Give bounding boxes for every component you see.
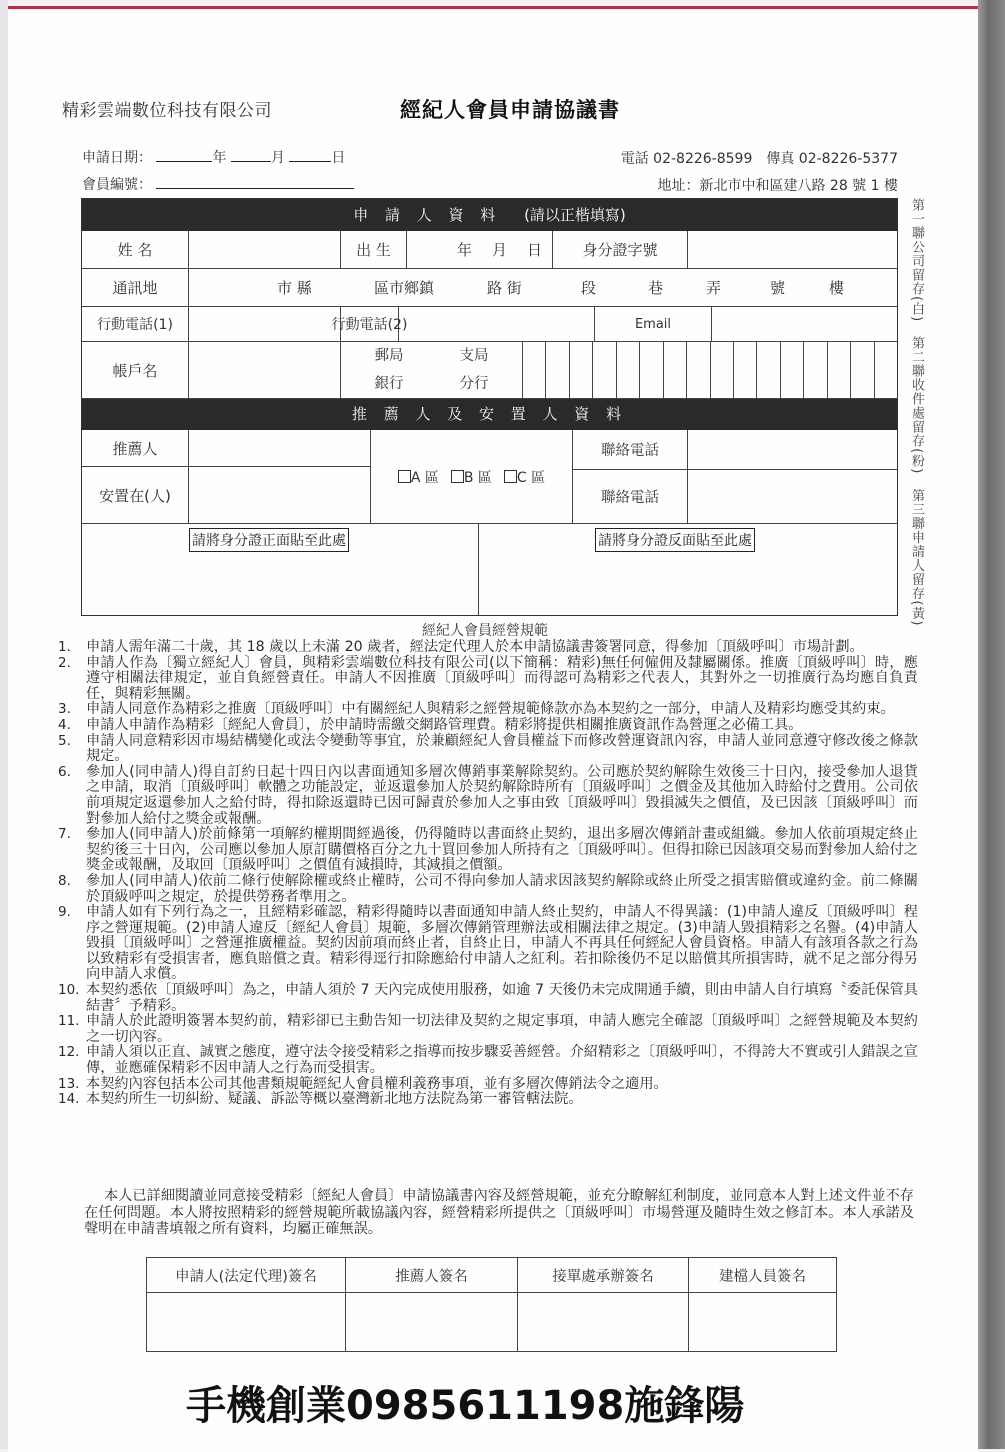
zone-a-checkbox[interactable]: [398, 470, 411, 483]
mobile2-field[interactable]: [399, 307, 595, 342]
rule-item: [58, 905, 918, 983]
sig-header-handler: 接單處承辦簽名: [518, 1258, 689, 1293]
rule-number: 5.: [58, 732, 71, 749]
member-no-label: 會員編號：: [82, 177, 152, 193]
id-back-area[interactable]: [478, 524, 897, 615]
rule-item: [58, 874, 918, 905]
address-unit-number: 號: [770, 279, 786, 297]
apply-year-field[interactable]: [156, 147, 212, 162]
account-digit-box[interactable]: [593, 342, 616, 399]
birth-day-unit: 日: [526, 241, 542, 259]
account-digit-box[interactable]: [523, 342, 546, 399]
rule-item: [58, 1092, 918, 1108]
scan-edge-left: [0, 0, 8, 1449]
sig-header-filer: 建檔人員簽名: [689, 1258, 837, 1293]
applicant-section-note: (請以正楷填寫): [524, 206, 626, 224]
rule-text: 申請人如有下列行為之一，且經精彩確認，精彩得隨時以書面通知申請人終止契約，申請人不得異議：(1)申請人違反〔頂級呼叫〕程序之營運規範。(2)申請人違反〔經紀人會員〕規範，多層次傳銷管理辦法或相關法律之規定。(3)申請人毀損精彩之名譽。(4)申請人毀損〔頂級呼叫〕之營運推廣權益。契約因前項而終止者，自終止日，申請人不再具任何經紀人會員資格。申請人有該項各款之行為以致精彩有受損害者，應負賠償之責。精彩得逕行扣除應給付申請人之紅利。若扣除後仍不足以賠償其所損害時，就不足之部分得另向申請人求償。: [86, 904, 918, 983]
zone-b-option[interactable]: [451, 467, 492, 487]
id-number-label: 身分證字號: [553, 231, 688, 269]
sig-field-filer[interactable]: [689, 1293, 837, 1352]
id-back-label: 請將身分證反面貼至此處: [595, 528, 755, 552]
rule-number: 9.: [58, 904, 71, 921]
address-unit-district: 區市鄉鎮: [374, 279, 435, 297]
rule-number: 1.: [58, 639, 71, 655]
rule-item: [58, 734, 918, 765]
account-digit-box[interactable]: [546, 342, 569, 399]
mobile2-label: 行動電話(2): [341, 307, 399, 342]
rule-item: [58, 1014, 918, 1045]
zone-c-label: C 區: [516, 469, 546, 486]
address-unit-section: 段: [581, 279, 597, 297]
account-digit-box[interactable]: [640, 342, 663, 399]
day-unit: 日: [331, 150, 346, 166]
account-digit-box[interactable]: [570, 342, 593, 399]
placement-field[interactable]: [189, 467, 371, 524]
account-digit-box[interactable]: [617, 342, 640, 399]
id-front-area[interactable]: [82, 524, 479, 615]
zone-select: [371, 430, 573, 524]
rule-number: 3.: [58, 701, 71, 718]
signature-table: [146, 1257, 837, 1352]
rule-text: 申請人申請作為精彩〔經紀人會員〕，於申請時需繳交網路管理費。精彩將提供相關推廣資訊作為營運之必備工具。: [86, 716, 803, 733]
rule-text: 申請人作為〔獨立經紀人〕會員，與精彩雲端數位科技有限公司(以下簡稱：精彩)無任何僱佣及隸屬關係。推廣〔頂級呼叫〕時，應遵守相關法律規定，並自負經營責任。申請人不因推廣〔頂級呼叫〕而得認可為精彩之代表人，其對外之一切推廣行為均應自負責任，與精彩無關。: [86, 654, 918, 702]
sig-field-applicant[interactable]: [147, 1293, 346, 1352]
copy-note-3: 第三聯申請人留存(黃): [909, 488, 924, 627]
rule-number: 14.: [58, 1091, 80, 1108]
copy-distribution-note: [904, 198, 924, 626]
name-label: 姓 名: [82, 231, 189, 269]
applicant-section-bar: [82, 199, 897, 231]
year-unit: 年: [212, 150, 227, 166]
rule-text: 申請人同意精彩因市場結構變化或法令變動等事宜，於兼顧經紀人會員權益下而修改營運資訊內容，申請人並同意遵守修改後之條款規定。: [86, 732, 918, 765]
apply-date-label: 申請日期：: [82, 150, 152, 166]
rule-item: [58, 718, 918, 734]
name-field[interactable]: [189, 231, 341, 269]
referrer-phone-field[interactable]: [688, 430, 897, 470]
account-digit-box[interactable]: [804, 342, 827, 399]
copy-note-1: 第一聯公司留存(白): [909, 198, 924, 323]
zone-b-label: B 區: [463, 469, 492, 486]
rule-text: 申請人於此證明簽署本契約前，精彩卻已主動告知一切法律及契約之規定事項，申請人應完全確認〔頂級呼叫〕之經營規範及本契約之一切內容。: [86, 1013, 918, 1045]
sig-field-referrer[interactable]: [346, 1293, 518, 1352]
rule-number: 4.: [58, 716, 71, 733]
address-field[interactable]: [189, 269, 897, 307]
birth-month-unit: 月: [491, 241, 507, 259]
account-digit-box[interactable]: [757, 342, 780, 399]
scan-edge-right: [978, 0, 1005, 1449]
rule-item: [58, 1077, 918, 1093]
rule-item: [58, 656, 918, 703]
rule-number: 7.: [58, 826, 71, 843]
account-digit-box[interactable]: [781, 342, 804, 399]
referrer-section-title: 推 薦 人 及 安 置 人 資 料: [351, 405, 628, 423]
post-office-label: 郵局: [374, 348, 404, 364]
referrer-field[interactable]: [189, 430, 371, 467]
rule-text: 申請人須以正直、誠實之態度，遵守法令接受精彩之指導而按步驟妥善經營。介紹精彩之〔頂級呼叫〕，不得誇大不實或引人錯誤之宣傳，並應確保精彩不因申請人之行為而受損害。: [86, 1044, 918, 1077]
rule-item: [58, 1045, 918, 1076]
account-digit-box[interactable]: [711, 342, 734, 399]
referrer-section-bar: [82, 399, 897, 430]
rule-text: 本契約所生一切糾紛、疑議、訴訟等概以臺灣新北地方法院為第一審管轄法院。: [86, 1091, 583, 1108]
document-title: 經紀人會員申請協議書: [400, 98, 620, 122]
post-branch-label: 支局: [459, 348, 489, 364]
referrer-label: 推薦人: [82, 430, 189, 467]
rule-text: 參加人(同申請人)於前條第一項解約權期間經過後，仍得隨時以書面終止契約，退出多層次傳銷計畫或組織。參加人依前項規定終止契約後三十日內，公司應以參加人原訂購價格百分之九十買回參加人所持有之〔頂級呼叫〕。但得扣除已因該項交易而對參加人給付之獎金或報酬，及取回〔頂級呼叫〕之價值有減損時，其減損之價額。: [86, 826, 918, 874]
birth-year-unit: 年: [456, 241, 472, 259]
address-unit-city: 市 縣: [277, 279, 312, 297]
sig-header-applicant: 申請人(法定代理)簽名: [147, 1258, 346, 1293]
copy-note-2: 第二聯收件處留存(粉): [909, 336, 924, 475]
zone-a-option[interactable]: [398, 467, 439, 487]
rule-item: [58, 640, 918, 656]
address-label: 通訊地: [82, 269, 189, 307]
address-unit-road: 路 街: [487, 279, 522, 297]
rule-text: 參加人(同申請人)得自訂約日起十四日內以書面通知多層次傳銷事業解除契約。公司應於契約解除生效後三十日內，接受參加人退貨之申請，取消〔頂級呼叫〕軟體之功能設定，並返還參加人於契約解除時所有〔頂級呼叫〕之價金及其他加入時給付之費用。公司依前項規定返還參加人之給付時，得扣除返還時已因可歸責於參加人之事由致〔頂級呼叫〕毀損滅失之價值，及已因該〔頂級呼叫〕而對參加人給付之獎金或報酬。: [86, 763, 918, 827]
address-unit-alley: 弄: [706, 279, 722, 297]
address-unit-floor: 樓: [829, 279, 845, 297]
rule-number: 8.: [58, 872, 71, 889]
placement-phone-field[interactable]: [688, 470, 897, 524]
referrer-phone-label: 聯絡電話: [573, 430, 688, 470]
rule-item: [58, 983, 918, 1014]
account-digit-box[interactable]: [734, 342, 757, 399]
rule-text: 本契約內容包括本公司其他書類規範經紀人會員權利義務事項，並有多層次傳銷法令之適用。: [86, 1075, 668, 1092]
mobile1-field[interactable]: [189, 307, 341, 342]
id-number-field[interactable]: [688, 231, 897, 269]
zone-b-checkbox[interactable]: [451, 470, 464, 483]
mobile1-label: 行動電話(1): [82, 307, 189, 342]
applicant-form: [81, 198, 898, 616]
zone-c-checkbox[interactable]: [504, 470, 517, 483]
birth-label: 出 生: [341, 231, 407, 269]
zone-c-option[interactable]: [504, 467, 545, 487]
rule-number: 10.: [58, 982, 80, 999]
bank-branch-label: 分行: [459, 376, 489, 392]
member-no-field[interactable]: [156, 174, 354, 189]
rule-text: 參加人(同申請人)依前二條行使解除權或終止權時，公司不得向參加人請求因該契約解除或終止所受之損害賠償或違約金。前二條關於頂級呼叫之規定，於提供勞務者準用之。: [86, 872, 918, 905]
address-unit-lane: 巷: [648, 279, 664, 297]
member-no-row: [82, 174, 354, 194]
apply-month-field[interactable]: [231, 147, 271, 162]
email-label: Email: [595, 307, 712, 342]
placement-label: 安置在(人): [82, 467, 189, 524]
id-front-label: 請將身分證正面貼至此處: [189, 528, 349, 552]
bank-type-cell: [341, 342, 523, 399]
rules-title: 經紀人會員經營規範: [422, 623, 548, 639]
account-digit-box[interactable]: [828, 342, 851, 399]
rule-text: 本契約悉依〔頂級呼叫〕為之，申請人須於 7 天內完成使用服務，如逾 7 天後仍未完成開通手續，則由申請人自行填寫〝委託保管具結書〞予精彩。: [86, 982, 918, 1014]
placement-phone-label: 聯絡電話: [573, 470, 688, 524]
rule-item: [58, 827, 918, 874]
bank-label: 銀行: [374, 376, 404, 392]
company-address: 地址：新北市中和區建八路 28 號 1 樓: [657, 178, 898, 194]
footer-advertisement: 手機創業0985611198施鋒陽: [186, 1383, 745, 1429]
account-name-field[interactable]: [189, 342, 341, 399]
rule-number: 13.: [58, 1075, 80, 1092]
applicant-section-title: 申 請 人 資 料: [353, 206, 502, 224]
declaration-text: 本人已詳細閱讀並同意接受精彩〔經紀人會員〕申請協議書內容及經營規範，並充分瞭解紅利制度，並同意本人對上述文件並不存在任何問題。本人將按照精彩的經營規範所載協議內容，經營精彩所提供之〔頂級呼叫〕市場營運及隨時生效之修訂本。本人承諾及聲明在申請書填報之所有資料，均屬正確無誤。: [84, 1188, 914, 1237]
rule-number: 11.: [58, 1013, 80, 1030]
company-name: 精彩雲端數位科技有限公司: [62, 101, 272, 121]
apply-date-row: [82, 147, 345, 167]
rule-number: 2.: [58, 654, 71, 671]
account-number-boxes: [523, 342, 897, 399]
phone-fax: 電話 02-8226-8599 傳真 02-8226-5377: [620, 151, 898, 167]
email-field[interactable]: [712, 307, 897, 342]
rule-item: [58, 702, 918, 718]
rules-list: [58, 640, 918, 1108]
rule-item: [58, 765, 918, 827]
rule-text: 申請人同意作為精彩之推廣〔頂級呼叫〕中有關經紀人與精彩之經營規範條款亦為本契約之一部分，申請人及精彩均應受其約束。: [86, 701, 895, 718]
sig-field-handler[interactable]: [518, 1293, 689, 1352]
account-name-label: 帳戶名: [82, 342, 189, 399]
apply-day-field[interactable]: [289, 147, 331, 162]
account-digit-box[interactable]: [687, 342, 710, 399]
rule-number: 6.: [58, 763, 71, 780]
account-digit-box[interactable]: [875, 342, 897, 399]
account-digit-box[interactable]: [851, 342, 874, 399]
account-digit-box[interactable]: [664, 342, 687, 399]
birth-date-field[interactable]: [407, 231, 553, 269]
rule-text: 申請人需年滿二十歲，其 18 歲以上未滿 20 歲者，經法定代理人於本申請協議書簽署同意，得參加〔頂級呼叫〕市場計劃。: [86, 639, 864, 655]
sig-header-referrer: 推薦人簽名: [346, 1258, 518, 1293]
rule-number: 12.: [58, 1044, 80, 1061]
zone-a-label: A 區: [410, 469, 439, 486]
month-unit: 月: [270, 150, 285, 166]
